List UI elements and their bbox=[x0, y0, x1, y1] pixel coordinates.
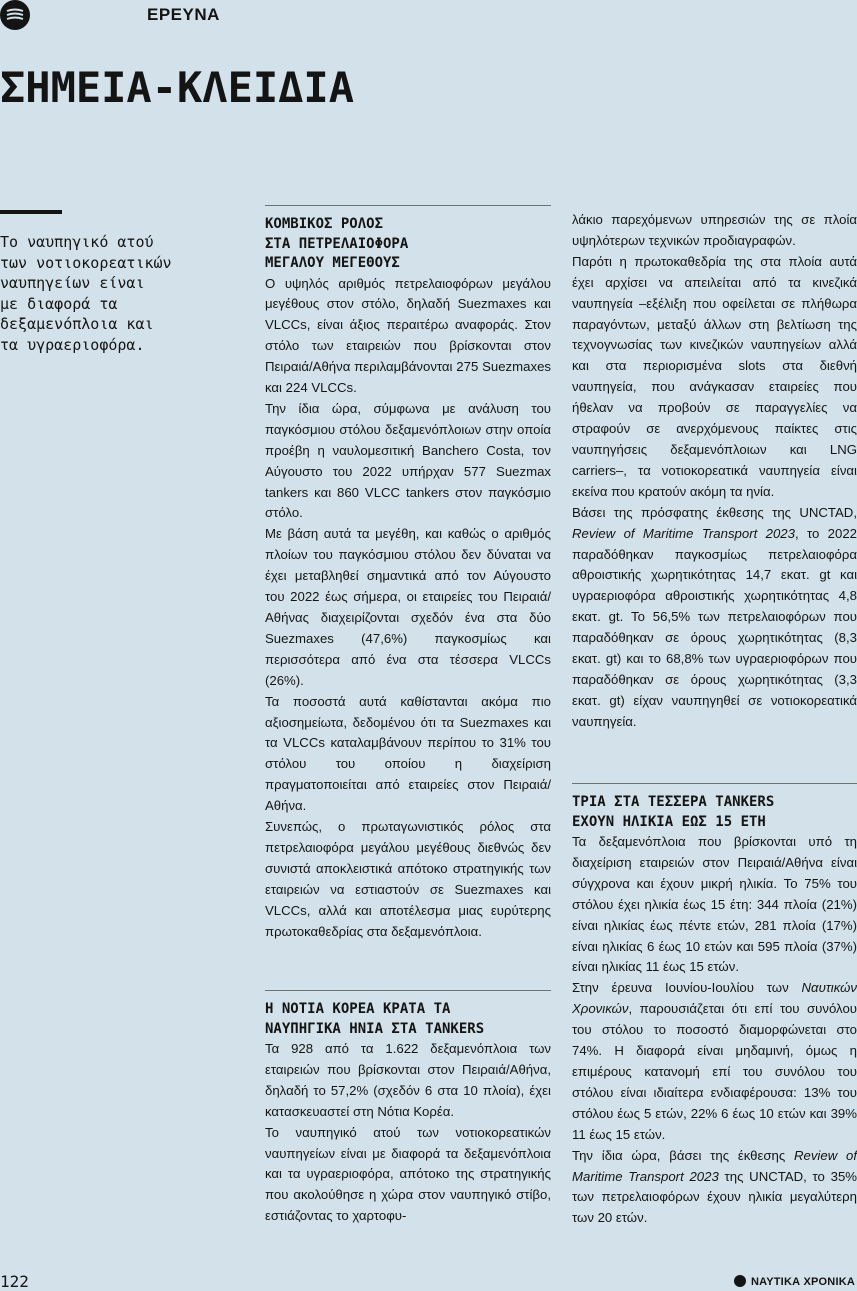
pull-quote-rule bbox=[0, 210, 62, 214]
pull-quote-line: τα υγραεριοφόρα. bbox=[0, 335, 145, 354]
heading-line: ΜΕΓΑΛΟΥ ΜΕΓΕΘΟΥΣ bbox=[265, 255, 400, 271]
paragraph: λάκιο παρεχόμενων υπηρεσιών της σε πλοία υψηλότερων τεχνικών προδιαγραφών. bbox=[572, 212, 857, 248]
paragraph: Τα ποσοστά αυτά καθίστανται ακόμα πιο αξιοσημείωτα, δεδομένου ότι τα Suezmaxes και τα VLCCs καταλαμβάνουν περίπου το 31% του στόλου του οποίου η διαχείριση πραγματοποιείται από εταιρείες στον Πειραιά/Αθήνα. bbox=[265, 693, 551, 814]
article-column-right-section3 bbox=[572, 783, 857, 1229]
pull-quote-line: δεξαμενόπλοια και bbox=[0, 315, 154, 333]
report-title: Review of Maritime Transport 2023 bbox=[572, 1147, 857, 1184]
section-heading bbox=[265, 215, 551, 274]
paragraph bbox=[572, 978, 857, 1145]
paragraph: Συνεπώς, ο πρωταγωνιστικός ρόλος στα πετρελαιοφόρα μεγάλου μεγέθους διεθνώς δεν συνιστά αποκλειστικά απότοκο στρατηγικής των εταιρειών να εστιαστούν σε Suezmaxes και VLCCs, αλλά και αποτέλεσμα μιας ευρύτερης πρωτοκαθεδρίας στα δεξαμενόπλοια. bbox=[265, 819, 551, 939]
paragraph bbox=[572, 503, 857, 733]
pull-quote-line: Το ναυπηγικό ατού bbox=[0, 233, 154, 251]
paragraph: Παρότι η πρωτοκαθεδρία της στα πλοία αυτά έχει αρχίσει να απειλείται από τα κινεζικά ναυπηγεία –εξέλιξη που οφείλεται σε πλήθωρα παραγόντων, μεταξύ άλλων στη βελτίωση της τεχνογνωσίας των κινεζικών ναυπηγείων αλλά και στα περιορισμένα slots στα διεθνή ναυπηγεία, που ανάγκασαν εταιρείες που ήθελαν να προβούν σε παραγγελίες να στραφούν σε ανερχόμενους παίκτες στις ναυπηγήσεις δεξαμενόπλοιων και LNG carriers–, τα νοτιοκορεατικά ναυπηγεία είναι εκείνα που κρατούν ακόμη τα ηνία. bbox=[572, 253, 857, 499]
heading-line: ΤΡΙΑ ΣΤΑ ΤΕΣΣΕΡΑ TANKERS bbox=[572, 794, 775, 810]
brand-dot-icon bbox=[734, 1275, 746, 1287]
heading-line: ΝΑΥΠΗΓΙΚΑ ΗΝΙΑ ΣΤΑ TANKERS bbox=[265, 1020, 485, 1037]
paragraph bbox=[572, 1146, 857, 1230]
heading-line: ΚΟΜΒΙΚΟΣ ΡΟΛΟΣ bbox=[265, 216, 384, 232]
pull-quote-line: ναυπηγείων είναι bbox=[0, 274, 145, 292]
page-number: 122 bbox=[0, 1272, 29, 1291]
text-run: Στην έρευνα Ιουνίου-Ιουλίου των bbox=[572, 980, 802, 996]
paragraph: Τα 928 από τα 1.622 δεξαμενόπλοια των εταιρειών που βρίσκονται στον Πειραιά/Αθήνα, δηλαδή το 57,2% (σχεδόν 6 στα 10 πλοία), έχει κατασκευαστεί στη Νότια Κορέα. bbox=[265, 1041, 551, 1119]
section-divider bbox=[265, 205, 551, 206]
heading-line: Η ΝΟΤΙΑ ΚΟΡΕΑ ΚΡΑΤΑ ΤΑ bbox=[265, 1001, 451, 1017]
section-divider bbox=[265, 990, 551, 991]
text-run: , το 2022 παραδόθηκαν παγκοσμίως πετρελαιοφόρα αθροιστικής χωρητικότητας 14,7 εκατ. gt και υγραεριοφόρα αθροιστικής χωρητικότητας 4,8 εκατ. gt. Το 56,5% των πετρελαιοφόρων που παραδόθηκαν σε όρους χωρητικότητας (8,3 εκατ. gt) και το 68,8% των υγραεριοφόρων που παραδόθηκαν σε όρους χωρητικότητας (3,3 εκατ. gt) είχαν ναυπηγηθεί σε νοτιοκορεατικά ναυπηγεία. bbox=[572, 525, 857, 729]
paragraph: Τα δεξαμενόπλοια που βρίσκονται υπό τη διαχείριση εταιρειών στον Πειραιά/Αθήνα είναι σύγχρονα και έχουν μικρή ηλικία. Το 75% του στόλου έχει ηλικία έως 15 έτη: 344 πλοία (21%) είναι ηλικίας έως πέντε ετών, 281 πλοία (17%) είναι ηλικίας 6 έως 10 ετών και 595 πλοία (37%) είναι ηλικίας 11 έως 15 ετών. bbox=[572, 834, 857, 975]
text-run: Την ίδια ώρα, βάσει της έκθεσης bbox=[572, 1147, 794, 1163]
report-title: Review of Maritime Transport 2023 bbox=[572, 525, 795, 541]
text-run: Βάσει της πρόσφατης έκθεσης της UNCTAD, bbox=[572, 504, 857, 520]
text-run: της UNCTAD, το 35% των πετρελαιοφόρων έχουν ηλικία μεγαλύτερη των 20 ετών. bbox=[572, 1168, 857, 1226]
section-heading bbox=[572, 793, 857, 832]
publication-title: Ναυτικών Χρονικών bbox=[572, 980, 857, 1017]
page-title: ΣΗΜΕΙΑ-ΚΛΕΙΔΙΑ bbox=[0, 63, 355, 112]
heading-line: ΕΧΟΥΝ ΗΛΙΚΙΑ ΕΩΣ 15 ΕΤΗ bbox=[572, 813, 766, 830]
footer-brand bbox=[734, 1275, 855, 1288]
pull-quote-line: των νοτιοκορεατικών bbox=[0, 253, 172, 272]
paragraph: Ο υψηλός αριθμός πετρελαιοφόρων μεγάλου μεγέθους στον στόλο, δηλαδή Suezmaxes και VLCCs, είναι άξιος περαιτέρω αναφοράς. Στον στόλο των εταιρειών που βρίσκονται στον Πειραιά/Αθήνα περιλαμβάνονται 275 Suezmaxes και 224 VLCCs. bbox=[265, 275, 551, 396]
paragraph: Την ίδια ώρα, σύμφωνα με ανάλυση του παγκόσμιου στόλου δεξαμενόπλοιων στην οποία προέβη η ναυλομεσιτική Banchero Costa, τον Αύγουστο του 2022 υπήρχαν 577 Suezmax tankers και 860 VLCC tankers στον παγκόσμιο στόλο. bbox=[265, 400, 551, 521]
swoosh-logo-icon bbox=[0, 0, 30, 30]
paragraph: Με βάση αυτά τα μεγέθη, και καθώς ο αριθμός πλοίων του παγκόσμιου στόλου δεν δύναται να έχει μεταβληθεί σημαντικά από τον Αύγουστο του 2022 έως σήμερα, οι εταιρείες του Πειραιά/Αθήνας διαχειρίζονται σχεδόν ένα στα δύο Suezmaxes (47,6%) παγκοσμίως και περισσότερα από ένα στα τέσσερα VLCCs (26%). bbox=[265, 526, 551, 688]
heading-line: ΣΤΑ ΠΕΤΡΕΛΑΙΟΦΟΡΑ bbox=[265, 235, 409, 252]
section-label: ΕΡΕΥΝΑ bbox=[147, 5, 220, 24]
pull-quote bbox=[0, 232, 200, 355]
section-divider bbox=[572, 783, 857, 784]
text-run: , παρουσιάζεται ότι επί του συνόλου του στόλου το ποσοστό διαμορφώνεται στο 74%. Η διαφορά είναι μηδαμινή, όμως η επιμέρους κατανομή επί του συνόλου του στόλου είναι ιδιαίτερα ενδιαφέρουσα: 13% του στόλου έως 5 ετών, 22% 6 έως 10 ετών και 39% 11 έως 15 ετών. bbox=[572, 1001, 857, 1142]
paragraph: Το ναυπηγικό ατού των νοτιοκορεατικών ναυπηγείων είναι με διαφορά τα δεξαμενόπλοια και τα υγραεριοφόρα, απότοκο της στρατηγικής που ακολούθησε η χώρα στον ναυπηγικό στίβο, εστιάζοντας το χαρτοφυ- bbox=[265, 1124, 551, 1224]
section-heading bbox=[265, 1000, 551, 1039]
pull-quote-line: με διαφορά τα bbox=[0, 294, 118, 313]
article-column-left bbox=[265, 205, 551, 943]
article-column-left-section2 bbox=[265, 990, 551, 1227]
brand-name: ΝΑΥΤΙΚΑ ΧΡΟΝΙΚΑ bbox=[750, 1276, 855, 1288]
article-column-right bbox=[572, 210, 857, 733]
